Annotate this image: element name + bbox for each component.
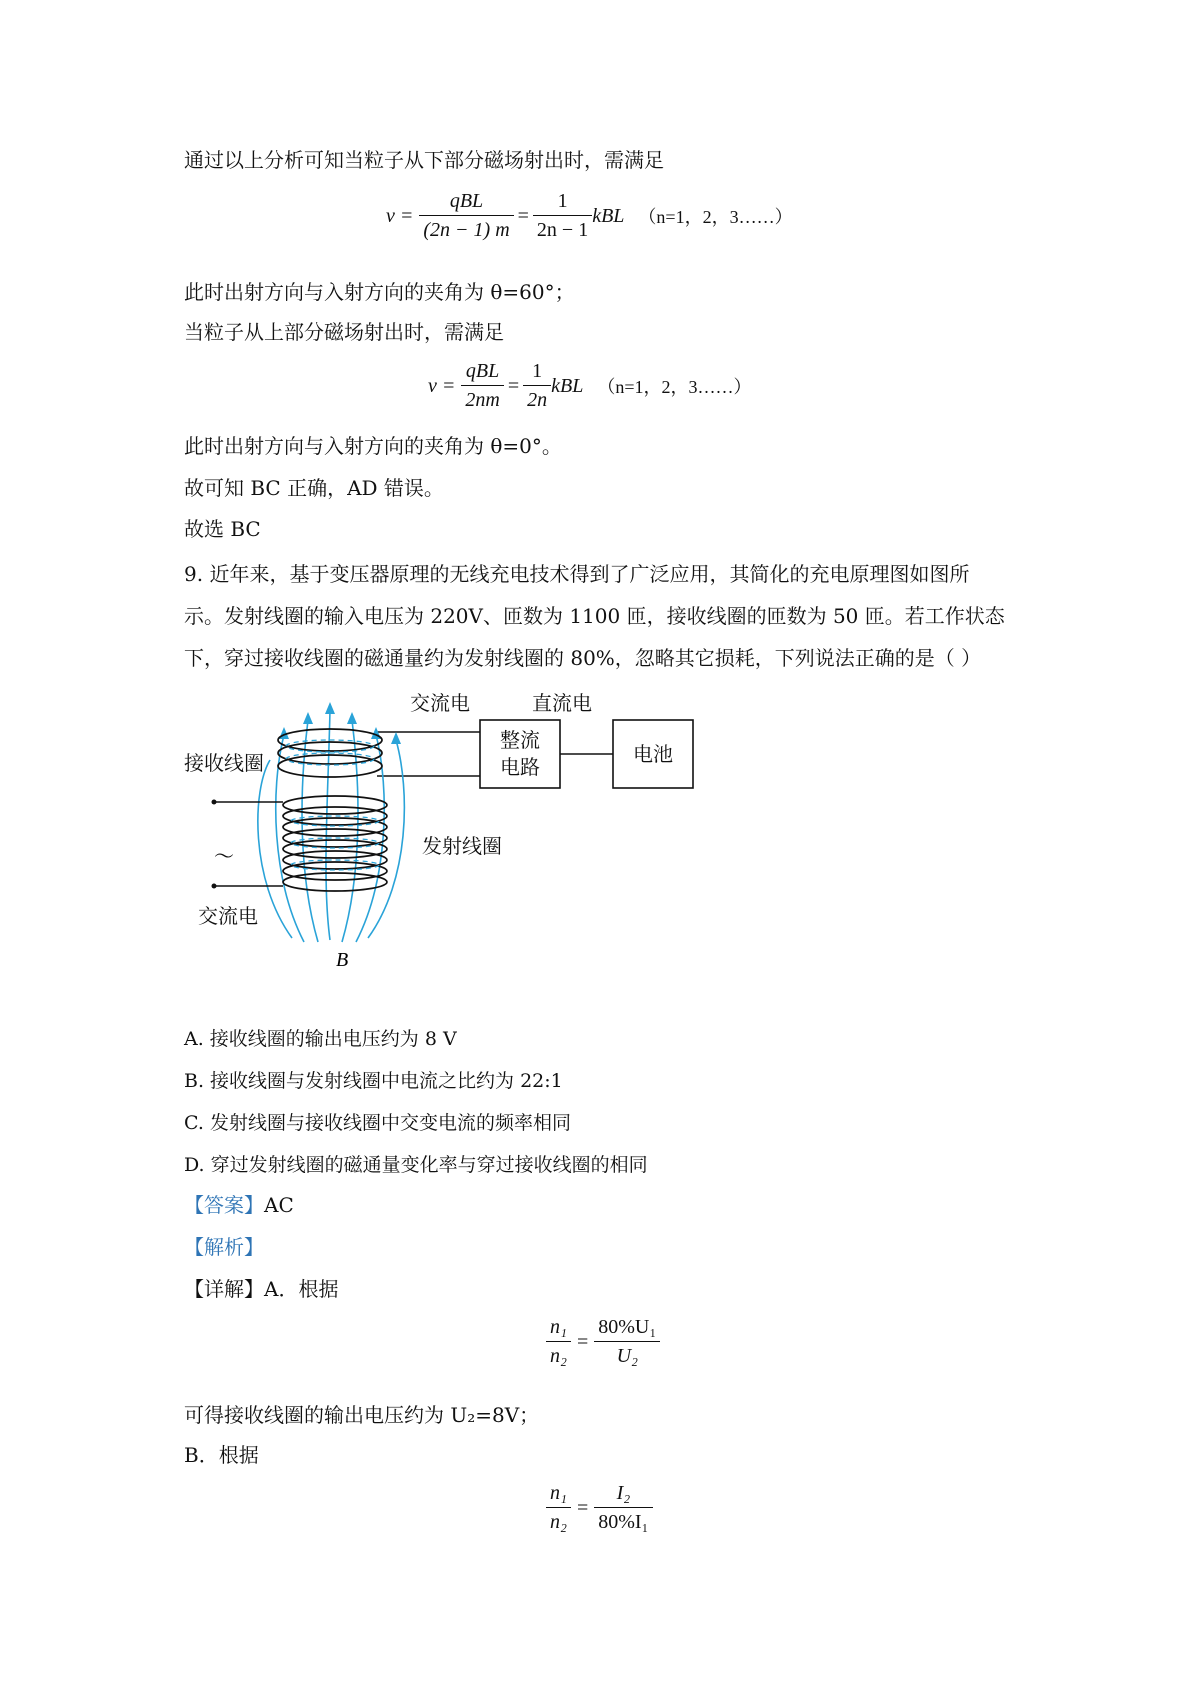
transmit-coil-label: 发射线圈 — [422, 834, 502, 858]
eq4-right-fraction — [594, 1482, 652, 1534]
equation-3 — [546, 1316, 660, 1368]
equation-1 — [386, 190, 793, 242]
rectifier-label-2: 电路 — [500, 755, 540, 779]
result-a-line: 可得接收线圈的输出电压约为 U₂=8V； — [184, 1403, 540, 1427]
eq3-num-left: n₁ — [546, 1316, 571, 1342]
tilde-symbol: ～ — [214, 844, 234, 868]
battery-label: 电池 — [633, 742, 673, 766]
option-c: C. 发射线圈与接收线圈中交变电流的频率相同 — [184, 1112, 571, 1134]
eq2-num1: qBL — [461, 360, 503, 386]
answer-tag: 【答案】 — [184, 1193, 264, 1217]
eq1-condition: （n=1，2，3……） — [638, 207, 793, 227]
eq2-den2: 2n — [527, 389, 548, 411]
question-line-2: 示。发射线圈的输入电压为 220V、匝数为 1100 匝，接收线圈的匝数为 50 匝。若工作状态 — [184, 604, 1005, 628]
intro-line-5: 故可知 BC 正确，AD 错误。 — [184, 476, 444, 500]
question-line-3: 下，穿过接收线圈的磁通量约为发射线圈的 80%，忽略其它损耗，下列说法正确的是（ ） — [184, 646, 982, 670]
analysis-tag: 【解析】 — [184, 1235, 264, 1259]
answer-value: AC — [264, 1193, 294, 1217]
rectifier-label-1: 整流 — [500, 728, 540, 752]
eq3-left-fraction — [546, 1316, 571, 1368]
eq1-fraction-2 — [533, 190, 592, 242]
eq3-den-left: n₂ — [550, 1345, 567, 1367]
eq2-den1: 2nm — [465, 389, 500, 411]
detail-line — [184, 1276, 338, 1302]
answer-line — [184, 1192, 294, 1218]
intro-line-2: 此时出射方向与入射方向的夹角为 θ=60°； — [184, 280, 575, 304]
eq4-num-left: n₁ — [546, 1482, 571, 1508]
eq3-equals: = — [576, 1330, 589, 1353]
eq3-den-right: U₂ — [616, 1345, 638, 1367]
eq2-fraction-1 — [461, 360, 503, 412]
eq4-den-left: n₂ — [550, 1511, 567, 1533]
analysis-line — [184, 1234, 264, 1260]
field-arrowheads — [279, 702, 401, 744]
eq4-left-fraction — [546, 1482, 571, 1534]
dc-top-label: 直流电 — [532, 691, 592, 715]
option-d: D. 穿过发射线圈的磁通量变化率与穿过接收线圈的相同 — [184, 1154, 648, 1176]
b-field-label: B — [336, 949, 349, 970]
eq1-lhs: v = — [386, 204, 414, 227]
eq3-right-fraction — [594, 1316, 660, 1368]
eq1-den2: 2n − 1 — [536, 219, 589, 241]
ac-top-label: 交流电 — [410, 691, 470, 715]
eq2-condition: （n=1，2，3……） — [597, 377, 752, 397]
question-line-1: 9. 近年来，基于变压器原理的无线充电技术得到了广泛应用，其简化的充电原理图如图所 — [184, 562, 970, 586]
eq2-equals: = — [507, 374, 520, 397]
eq1-den1: (2n − 1) m — [423, 219, 510, 241]
intro-line-6: 故选 BC — [184, 517, 261, 541]
detail-a-label: A．根据 — [264, 1277, 339, 1301]
eq2-num2: 1 — [523, 360, 551, 386]
intro-line-3: 当粒子从上部分磁场射出时，需满足 — [184, 320, 504, 344]
receive-coil-label: 接收线圈 — [184, 751, 264, 775]
wireless-charging-diagram — [180, 680, 700, 970]
eq3-num-right: 80%U₁ — [594, 1316, 660, 1342]
equation-2 — [428, 360, 751, 412]
transmit-coil — [283, 796, 387, 891]
intro-line-1: 通过以上分析可知当粒子从下部分磁场射出时，需满足 — [184, 148, 664, 172]
eq1-tail: kBL — [592, 204, 625, 227]
option-a: A. 接收线圈的输出电压约为 8 V — [184, 1028, 457, 1050]
eq1-fraction-1 — [419, 190, 513, 242]
ac-bottom-label: 交流电 — [198, 904, 258, 928]
eq2-fraction-2 — [523, 360, 551, 412]
eq1-equals: = — [517, 204, 529, 227]
intro-line-4: 此时出射方向与入射方向的夹角为 θ=0°。 — [184, 434, 562, 458]
eq4-num-right: I₂ — [594, 1482, 652, 1508]
eq2-lhs: v = — [428, 374, 456, 397]
eq1-num1: qBL — [419, 190, 513, 216]
eq2-tail: kBL — [551, 374, 584, 397]
eq4-den-right: 80%I₁ — [598, 1511, 649, 1533]
eq4-equals: = — [576, 1496, 589, 1519]
eq1-num2: 1 — [533, 190, 592, 216]
equation-4 — [546, 1482, 653, 1534]
detail-b-label: B．根据 — [184, 1443, 259, 1467]
option-b: B. 接收线圈与发射线圈中电流之比约为 22:1 — [184, 1070, 563, 1092]
detail-tag: 【详解】 — [184, 1277, 264, 1301]
